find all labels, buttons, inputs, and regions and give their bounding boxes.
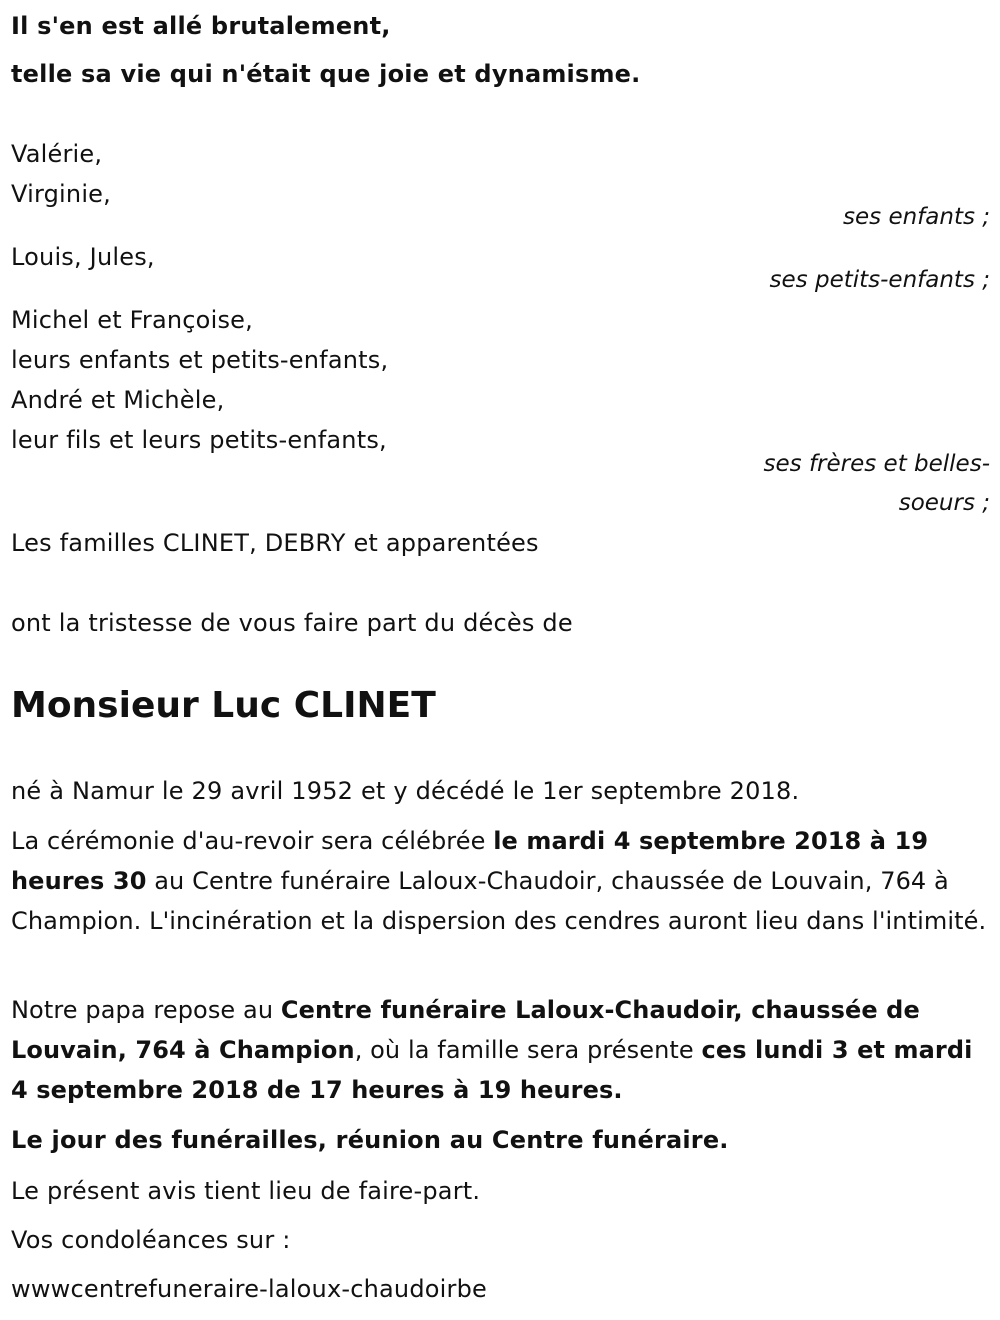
visitation-paragraph: [11, 990, 991, 1110]
visitation-text-middle: , où la famille sera présente: [354, 1036, 702, 1064]
grandchildren-relation: ses petits-enfants ;: [769, 267, 990, 293]
announcement: ont la tristesse de vous faire part du décès de: [11, 609, 573, 637]
ceremony-text-after: au Centre funéraire Laloux-Chaudoir, chaussée de Louvain, 764 à Champion. L'incinération et la dispersion des cendres auront lieu dans l'intimité.: [11, 867, 987, 935]
grandchildren-names: Louis, Jules,: [11, 243, 155, 271]
visitation-place: Centre funéraire Laloux-Chaudoir, chaussée de Louvain, 764 à Champion: [11, 996, 920, 1064]
intro-line-1: Il s'en est allé brutalement,: [11, 12, 391, 40]
sibling-line: Michel et Françoise,: [11, 306, 253, 334]
notice-line: Le présent avis tient lieu de faire-part.: [11, 1177, 481, 1205]
siblings-relation-line-1: ses frères et belles-: [763, 451, 990, 477]
website-link[interactable]: wwwcentrefuneraire-laloux-chaudoirbe: [11, 1275, 487, 1303]
condolences-label: Vos condoléances sur :: [11, 1226, 291, 1254]
ceremony-paragraph: [11, 821, 991, 941]
children-relation: ses enfants ;: [843, 204, 990, 230]
ceremony-date: le mardi 4 septembre 2018 à 19 heures 30: [11, 827, 929, 895]
deceased-name: Monsieur Luc CLINET: [11, 685, 436, 726]
meeting-line: Le jour des funérailles, réunion au Centre funéraire.: [11, 1126, 729, 1154]
intro-line-2: telle sa vie qui n'était que joie et dynamisme.: [11, 60, 641, 88]
child-name: Valérie,: [11, 140, 103, 168]
child-name: Virginie,: [11, 180, 111, 208]
siblings-relation-line-2: soeurs ;: [898, 490, 990, 516]
sibling-line: leur fils et leurs petits-enfants,: [11, 426, 387, 454]
sibling-line: leurs enfants et petits-enfants,: [11, 346, 389, 374]
visitation-text: Notre papa repose au: [11, 996, 281, 1024]
ceremony-text: La cérémonie d'au-revoir sera célébrée: [11, 827, 494, 855]
visitation-dates: ces lundi 3 et mardi 4 septembre 2018 de 17 heures à 19 heures.: [11, 1036, 973, 1104]
sibling-line: André et Michèle,: [11, 386, 225, 414]
birth-death: né à Namur le 29 avril 1952 et y décédé le 1er septembre 2018.: [11, 777, 800, 805]
families-line: Les familles CLINET, DEBRY et apparentées: [11, 529, 539, 557]
